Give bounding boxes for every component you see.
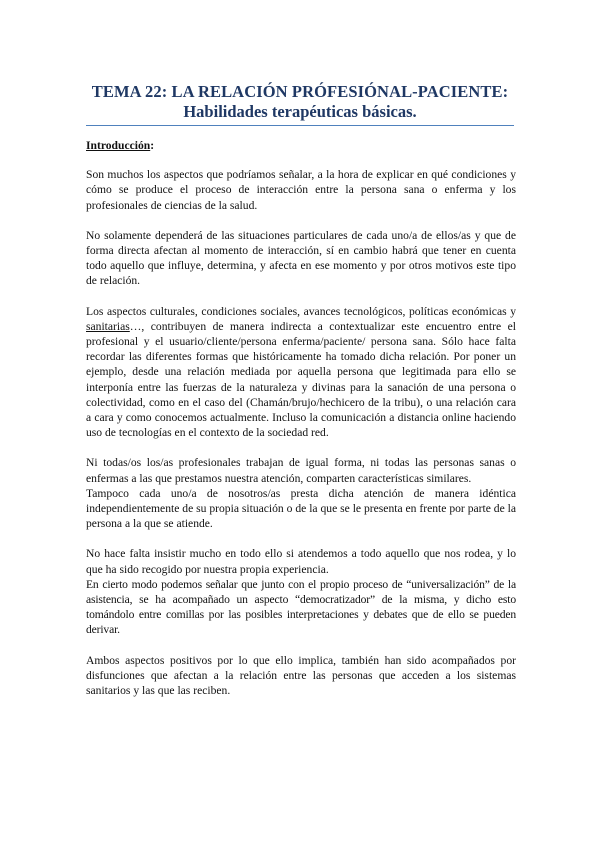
title-line-main: TEMA 22: LA RELACIÓN PRÓFESIÓNAL-PACIENTE: [91,82,509,101]
paragraph-3-underlined-word: sanitarias [86,319,130,333]
paragraph-5: Tampoco cada uno/a de nosotros/as presta dicha atención de manera idéntica independientemente de su propia situación o de la que se le presenta en frente por parte de la persona a la que se atiende. [86,486,516,531]
document-title [86,82,514,122]
paragraph-6: No hace falta insistir mucho en todo ello si atendemos a todo aquello que nos rodea, y lo que ha sido recogido por nuestra propia experiencia. [86,547,516,576]
paragraph-1: Son muchos los aspectos que podríamos señalar, a la hora de explicar en qué condiciones y cómo se produce el proceso de interacción entre la persona sana o enferma y los profesionales de ciencias de la salud. [86,168,516,212]
section-heading-text: Introducción [86,139,151,152]
title-divider [86,125,514,126]
document-body [86,138,516,713]
paragraph-7: En cierto modo podemos señalar que junto con el propio proceso de “universalización” de la asistencia, se ha acompañado un aspecto “democratizador” de la misma, y dicho esto tomándolo entre comillas por las posibles interpretaciones y debates que de ello se pueden derivar. [86,577,516,637]
section-heading-colon: : [150,139,155,152]
paragraph-2: No solamente dependerá de las situaciones particulares de cada uno/a de ellos/as y que de forma directa afectan al momento de interacción, sí en cambio habrá que tener en cuenta todo aquello que influye, determina, y afecta en ese momento y por otros motivos este tipo de relación. [86,228,516,288]
paragraph-3-start: Los aspectos culturales, condiciones sociales, avances tecnológicos, políticas económicas y [86,304,516,318]
section-heading [86,138,516,153]
paragraph-3-rest: …, contribuyen de manera indirecta a contextualizar este encuentro entre el profesional y el usuario/cliente/persona enferma/paciente/ persona sana. Sólo hace falta recordar las diferentes formas que históricamente ha tomado dicha relación. Por poner un ejemplo, desde una relación mediada por aquella persona que legitimada para ello se interponía entre las fuerzas de la naturaleza y divinas para la sanación de una persona o colectividad, como en el caso del (Chamán/brujo/hechicero de la tribu), o una relación cara a cara y como conocemos actualmente. Incluso la comunicación a distancia online haciendo uso de tecnologías en el contexto de la sociedad red. [86,319,516,440]
paragraph-4: Ni todas/os los/as profesionales trabajan de igual forma, ni todas las personas sanas o enfermas a las que prestamos nuestra atención, comparten características similares. [86,456,516,485]
paragraph-3 [86,304,516,441]
paragraph-8: Ambos aspectos positivos por lo que ello implica, también han sido acompañados por disfunciones que afectan a la relación entre las personas que acceden a los sistemas sanitarios y las que las reciben. [86,653,516,698]
title-line-subtitle: Habilidades terapéuticas básicas. [183,102,417,121]
